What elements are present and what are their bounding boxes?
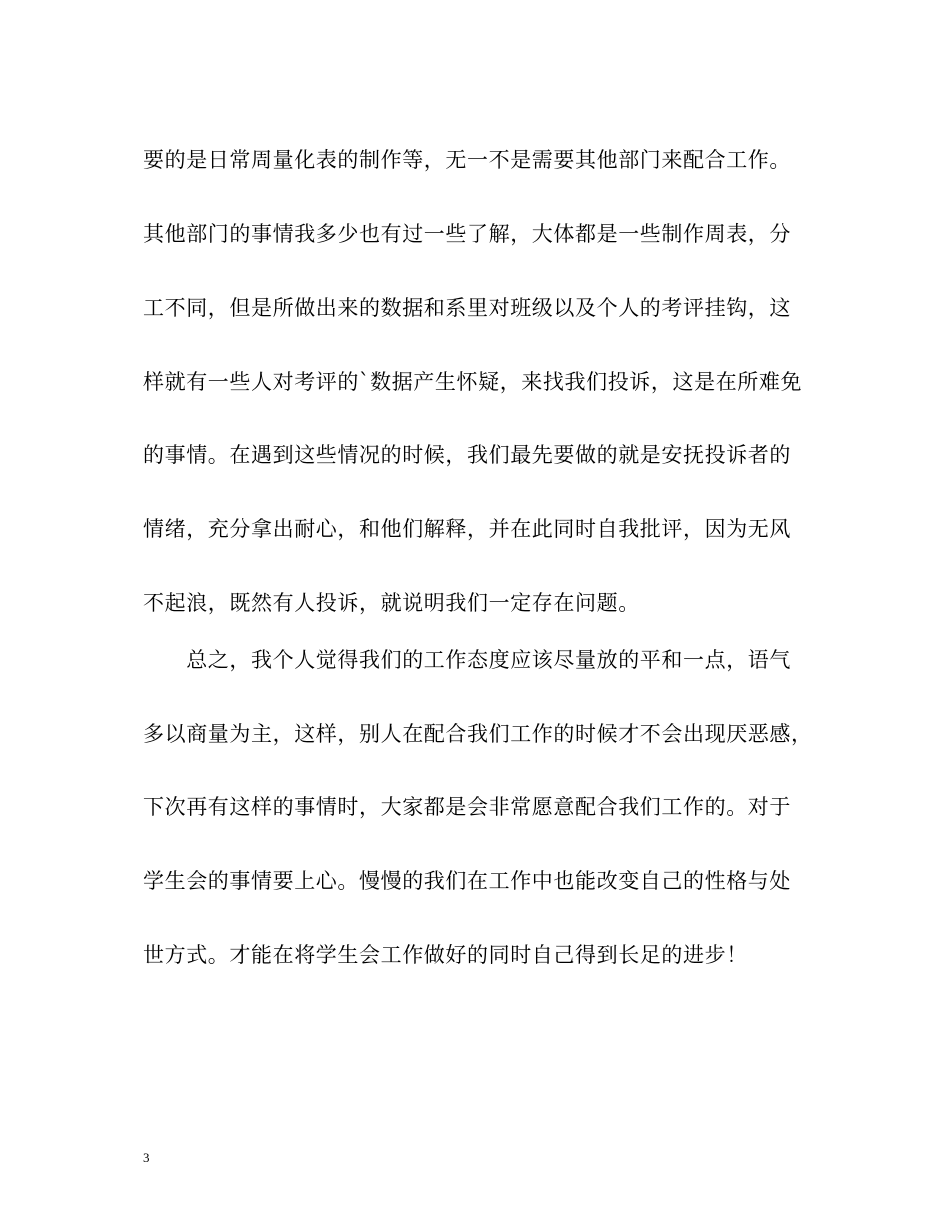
text-line-2: 其他部门的事情我多少也有过一些了解，大体都是一些制作周表，分 [143,222,791,246]
text-line-1: 要的是日常周量化表的制作等，无一不是需要其他部门来配合工作。 [143,148,791,172]
text-line-12: 世方式。才能在将学生会工作做好的同时自己得到长足的进步！ [143,943,748,967]
text-line-3: 工不同，但是所做出来的数据和系里对班级以及个人的考评挂钩，这 [143,296,791,320]
text-line-10: 下次再有这样的事情时，大家都是会非常愿意配合我们工作的。对于 [143,795,791,819]
page-number: 3 [143,1150,150,1165]
text-line-9: 多以商量为主，这样，别人在配合我们工作的时候才不会出现厌恶感， [143,722,813,746]
text-line-7: 不起浪，既然有人投诉，就说明我们一定存在问题。 [143,591,640,615]
text-line-8: 总之，我个人觉得我们的工作态度应该尽量放的平和一点，语气 [143,648,791,672]
text-line-11: 学生会的事情要上心。慢慢的我们在工作中也能改变自己的性格与处 [143,869,791,893]
text-line-4: 样就有一些人对考评的`数据产生怀疑，来找我们投诉，这是在所难免 [143,370,803,394]
text-line-6: 情绪，充分拿出耐心，和他们解释，并在此同时自我批评，因为无风 [143,517,791,541]
text-line-5: 的事情。在遇到这些情况的时候，我们最先要做的就是安抚投诉者的 [143,443,791,467]
